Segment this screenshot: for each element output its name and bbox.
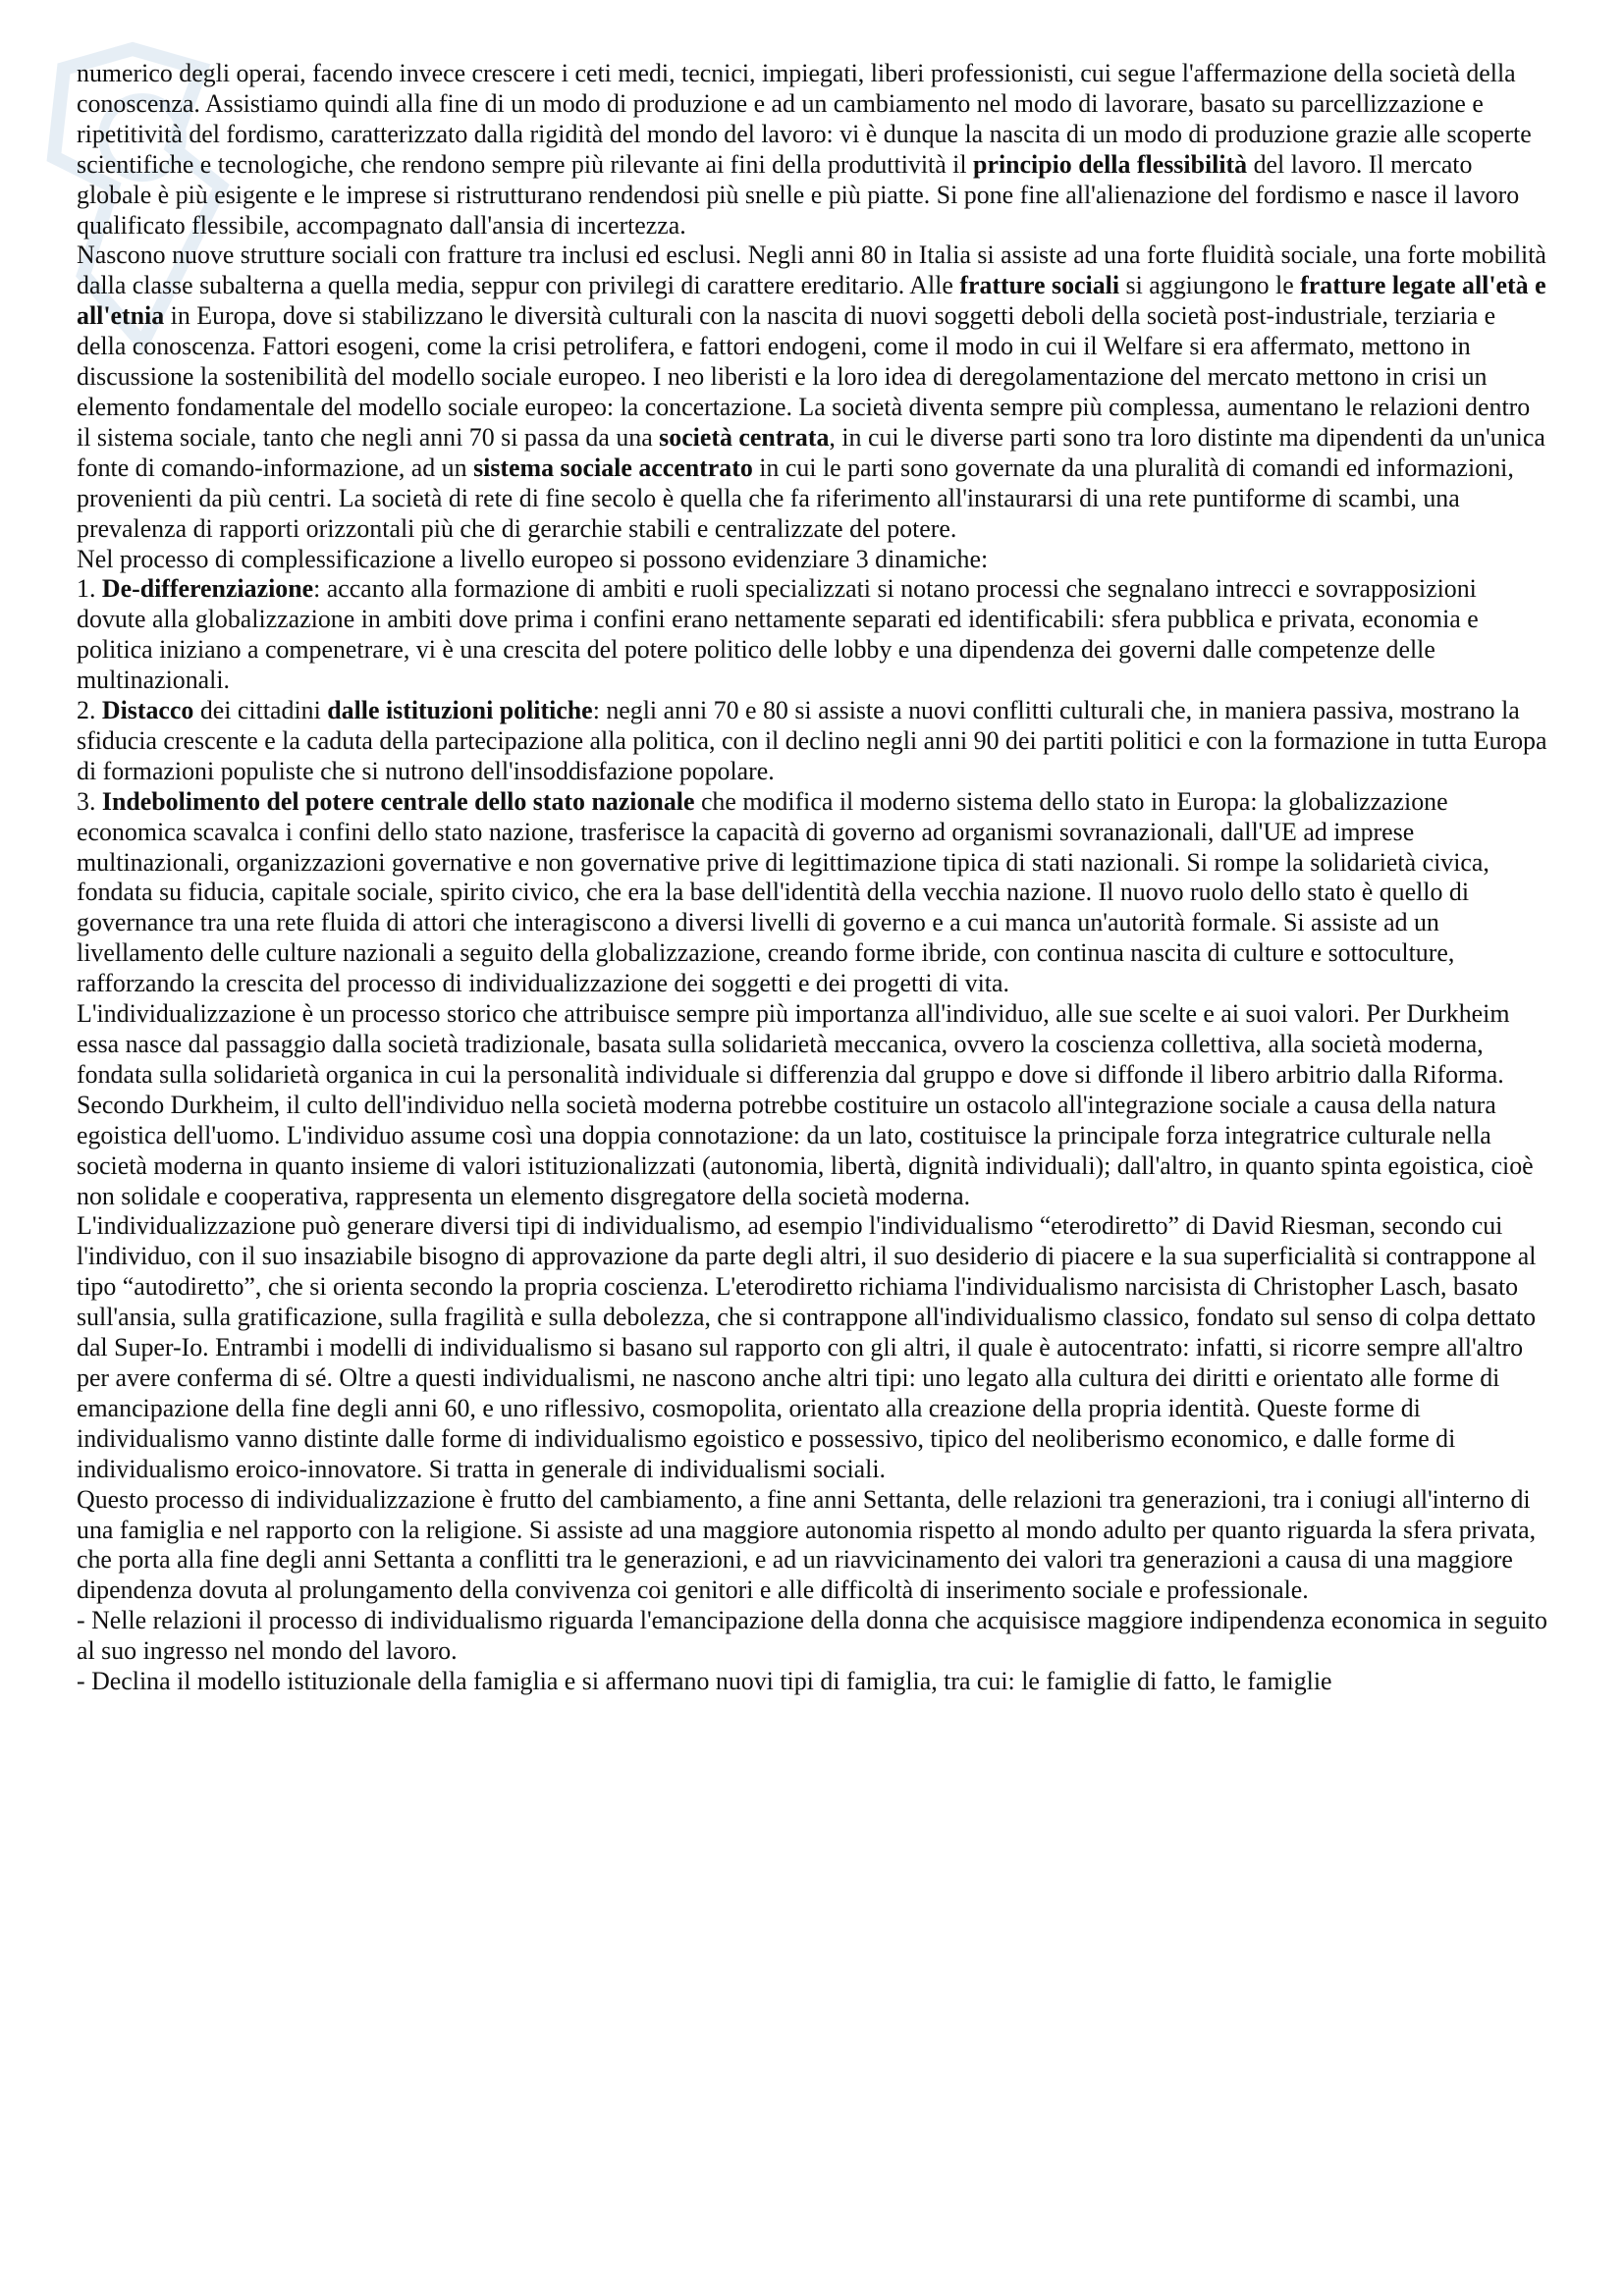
bold-text: De-differenziazione [101,574,314,604]
text-run: Nel processo di complessificazione a livello europeo si possono evidenziare 3 dinamiche: [77,544,989,573]
bold-text: Indebolimento del potere centrale dello stato nazionale [101,786,695,816]
text-run: L'individualizzazione può generare diversi tipi di individualismo, ad esempio l'individualismo “eterodiretto” di David Riesman, secondo cui l'individuo, con il suo insaziabile bisogno di approvazione da parte degli altri, il suo desiderio di piacere e la sua superficialità si contrappone al tipo “autodiretto”, che si orienta secondo la propria coscienza. L'eterodiretto richiama l'individualismo narcisista di Christopher Lasch, basato sull'ansia, sulla gratificazione, sulla fragilità e sulla debolezza, che si contrappone all'individualismo classico, fondato sul senso di colpa dettato dal Super-Io. Entrambi i modelli di individualismo si basano sul rapporto con gli altri, il quale è autocentrato: infatti, si ricorre sempre all'altro per avere conferma di sé. Oltre a questi individualismi, ne nascono anche altri tipi: uno legato alla cultura dei diritti e orientato alle forme di emancipazione della fine degli anni 60, e uno riflessivo, cosmopolita, orientato alla creazione della propria identità. Queste forme di individualismo vanno distinte dalle forme di individualismo egoistico e possessivo, tipico del neoliberismo economico, e dalle forme di individualismo eroico-innovatore. Si tratta in generale di individualismi sociali. [77,1211,1537,1483]
paragraph [77,1485,1549,1607]
text-run: - Declina il modello istituzionale della famiglia e si affermano nuovi tipi di famiglia, tra cui: le famiglie di fatto, le famiglie [77,1667,1332,1696]
bold-text: fratture sociali [959,271,1120,300]
text-run: dei cittadini [193,696,328,725]
paragraph [77,240,1549,544]
text-run: Nascono nuove strutture sociali con fratture tra inclusi ed esclusi. Negli anni 80 in Italia si assiste ad una forte fluidità sociale, una forte mobilità dalla classe subalterna a quella media, seppur con privilegi di carattere ereditario. Alle [77,240,1546,300]
bold-text: sistema sociale accentrato [473,453,753,482]
paragraph [77,574,1549,696]
paragraph [77,1606,1549,1667]
text-run: , in cui le diverse parti sono tra loro distinte ma dipendenti da un'unica fonte di comando-informazione, ad un [77,422,1545,482]
text-run: che modifica il moderno sistema dello stato in Europa: la globalizzazione economica scavalca i confini dello stato nazione, trasferisce la capacità di governo ad organismi sovranazionali, dall'UE ad imprese multinazionali, organizzazioni governative e non governative prive di legittimazione tipica di stati nazionali. Si rompe la solidarietà civica, fondata su fiducia, capitale sociale, spirito civico, che era la base dell'identità della vecchia nazione. Il nuovo ruolo dello stato è quello di governance tra una rete fluida di attori che interagiscono a diversi livelli di governo e a cui manca un'autorità formale. Si assiste ad un livellamento delle culture nazionali a seguito della globalizzazione, creando forme ibride, con continua nascita di culture e sottoculture, rafforzando la crescita del processo di individualizzazione dei soggetti e dei progetti di vita. [77,786,1489,998]
document-body [77,59,1549,1697]
bold-text: Distacco [101,696,194,725]
text-run: 1. [77,574,102,604]
text-run: in Europa, dove si stabilizzano le diversità culturali con la nascita di nuovi soggetti deboli della società post-industriale, terziaria e della conoscenza. Fattori esogeni, come la crisi petrolifera, e fattori endogeni, come il modo in cui il Welfare si era affermato, mettono in discussione la sostenibilità del modello sociale europeo. I neo liberisti e la loro idea di deregolamentazione del mercato mettono in crisi un elemento fondamentale del modello sociale europeo: la concertazione. La società diventa sempre più complessa, aumentano le relazioni dentro il sistema sociale, tanto che negli anni 70 si passa da una [77,301,1531,452]
paragraph [77,1211,1549,1484]
text-run: - Nelle relazioni il processo di individualismo riguarda l'emancipazione della donna che acquisisce maggiore indipendenza economica in seguito al suo ingresso nel mondo del lavoro. [77,1606,1547,1666]
paragraph [77,545,1549,575]
paragraph [77,696,1549,787]
text-run: del lavoro. Il mercato globale è più esigente e le imprese si ristrutturano rendendosi più snelle e più piatte. Si pone fine all'alienazione del fordismo e nasce il lavoro qualificato flessibile, accompagnato dall'ansia di incertezza. [77,149,1520,240]
bold-text: principio della flessibilità [973,149,1248,179]
text-run: si aggiungono le [1119,271,1301,300]
bold-text: dalle istituzioni politiche [327,696,593,725]
text-run: L'individualizzazione è un processo storico che attribuisce sempre più importanza all'individuo, alle sue scelte e ai suoi valori. Per Durkheim essa nasce dal passaggio dalla società tradizionale, basata sulla solidarietà meccanica, ovvero la coscienza collettiva, alla società moderna, fondata sulla solidarietà organica in cui la personalità individuale si differenzia dal gruppo e dove si diffonde il libero arbitrio dalla Riforma. Secondo Durkheim, il culto dell'individuo nella società moderna potrebbe costituire un ostacolo all'integrazione sociale a causa della natura egoistica dell'uomo. L'individuo assume così una doppia connotazione: da un lato, costituisce la principale forza integratrice culturale nella società moderna in quanto insieme di valori istituzionalizzati (autonomia, libertà, dignità individuali); dall'altro, in quanto spinta egoistica, cioè non solidale e cooperativa, rappresenta un elemento disgregatore della società moderna. [77,999,1534,1210]
paragraph [77,999,1549,1211]
text-run: : negli anni 70 e 80 si assiste a nuovi conflitti culturali che, in maniera passiva, mostrano la sfiducia crescente e la caduta della partecipazione alla politica, con il declino negli anni 90 dei partiti politici e con la formazione in tutta Europa di formazioni populiste che si nutrono dell'insoddisfazione popolare. [77,696,1547,785]
text-run: : accanto alla formazione di ambiti e ruoli specializzati si notano processi che segnalano intrecci e sovrapposizioni dovute alla globalizzazione in ambiti dove prima i confini erano nettamente separati ed identificabili: sfera pubblica e privata, economia e politica iniziano a compenetrare, vi è una crescita del potere politico delle lobby e una dipendenza dei governi dalle competenze delle multinazionali. [77,574,1479,695]
text-run: numerico degli operai, facendo invece crescere i ceti medi, tecnici, impiegati, liberi professionisti, cui segue l'affermazione della società della conoscenza. Assistiamo quindi alla fine di un modo di produzione e ad un cambiamento nel modo di lavorare, basato su parcellizzazione e ripetitività del fordismo, caratterizzato dalla rigidità del mondo del lavoro: vi è dunque la nascita di un modo di produzione grazie alle scoperte scientifiche e tecnologiche, che rendono sempre più rilevante ai fini della produttività il [77,59,1532,179]
text-run: in cui le parti sono governate da una pluralità di comandi ed informazioni, provenienti da più centri. La società di rete di fine secolo è quella che fa riferimento all'instaurarsi di una rete puntiforme di scambi, una prevalenza di rapporti orizzontali più che di gerarchie stabili e centralizzate del potere. [77,453,1514,543]
text-run: Questo processo di individualizzazione è frutto del cambiamento, a fine anni Settanta, delle relazioni tra generazioni, tra i coniugi all'interno di una famiglia e nel rapporto con la religione. Si assiste ad una maggiore autonomia rispetto al mondo adulto per quanto riguarda la sfera privata, che porta alla fine degli anni Settanta a conflitti tra le generazioni, e ad un riavvicinamento dei valori tra generazioni a causa di una maggiore dipendenza dovuta al prolungamento della convivenza coi genitori e alle difficoltà di inserimento sociale e professionale. [77,1484,1537,1605]
paragraph [77,59,1549,240]
text-run: 3. [77,786,102,816]
bold-text: fratture legate all'età e all'etnia [77,271,1546,331]
bold-text: società centrata [659,422,830,452]
paragraph [77,787,1549,999]
text-run: 2. [77,696,102,725]
paragraph [77,1667,1549,1697]
